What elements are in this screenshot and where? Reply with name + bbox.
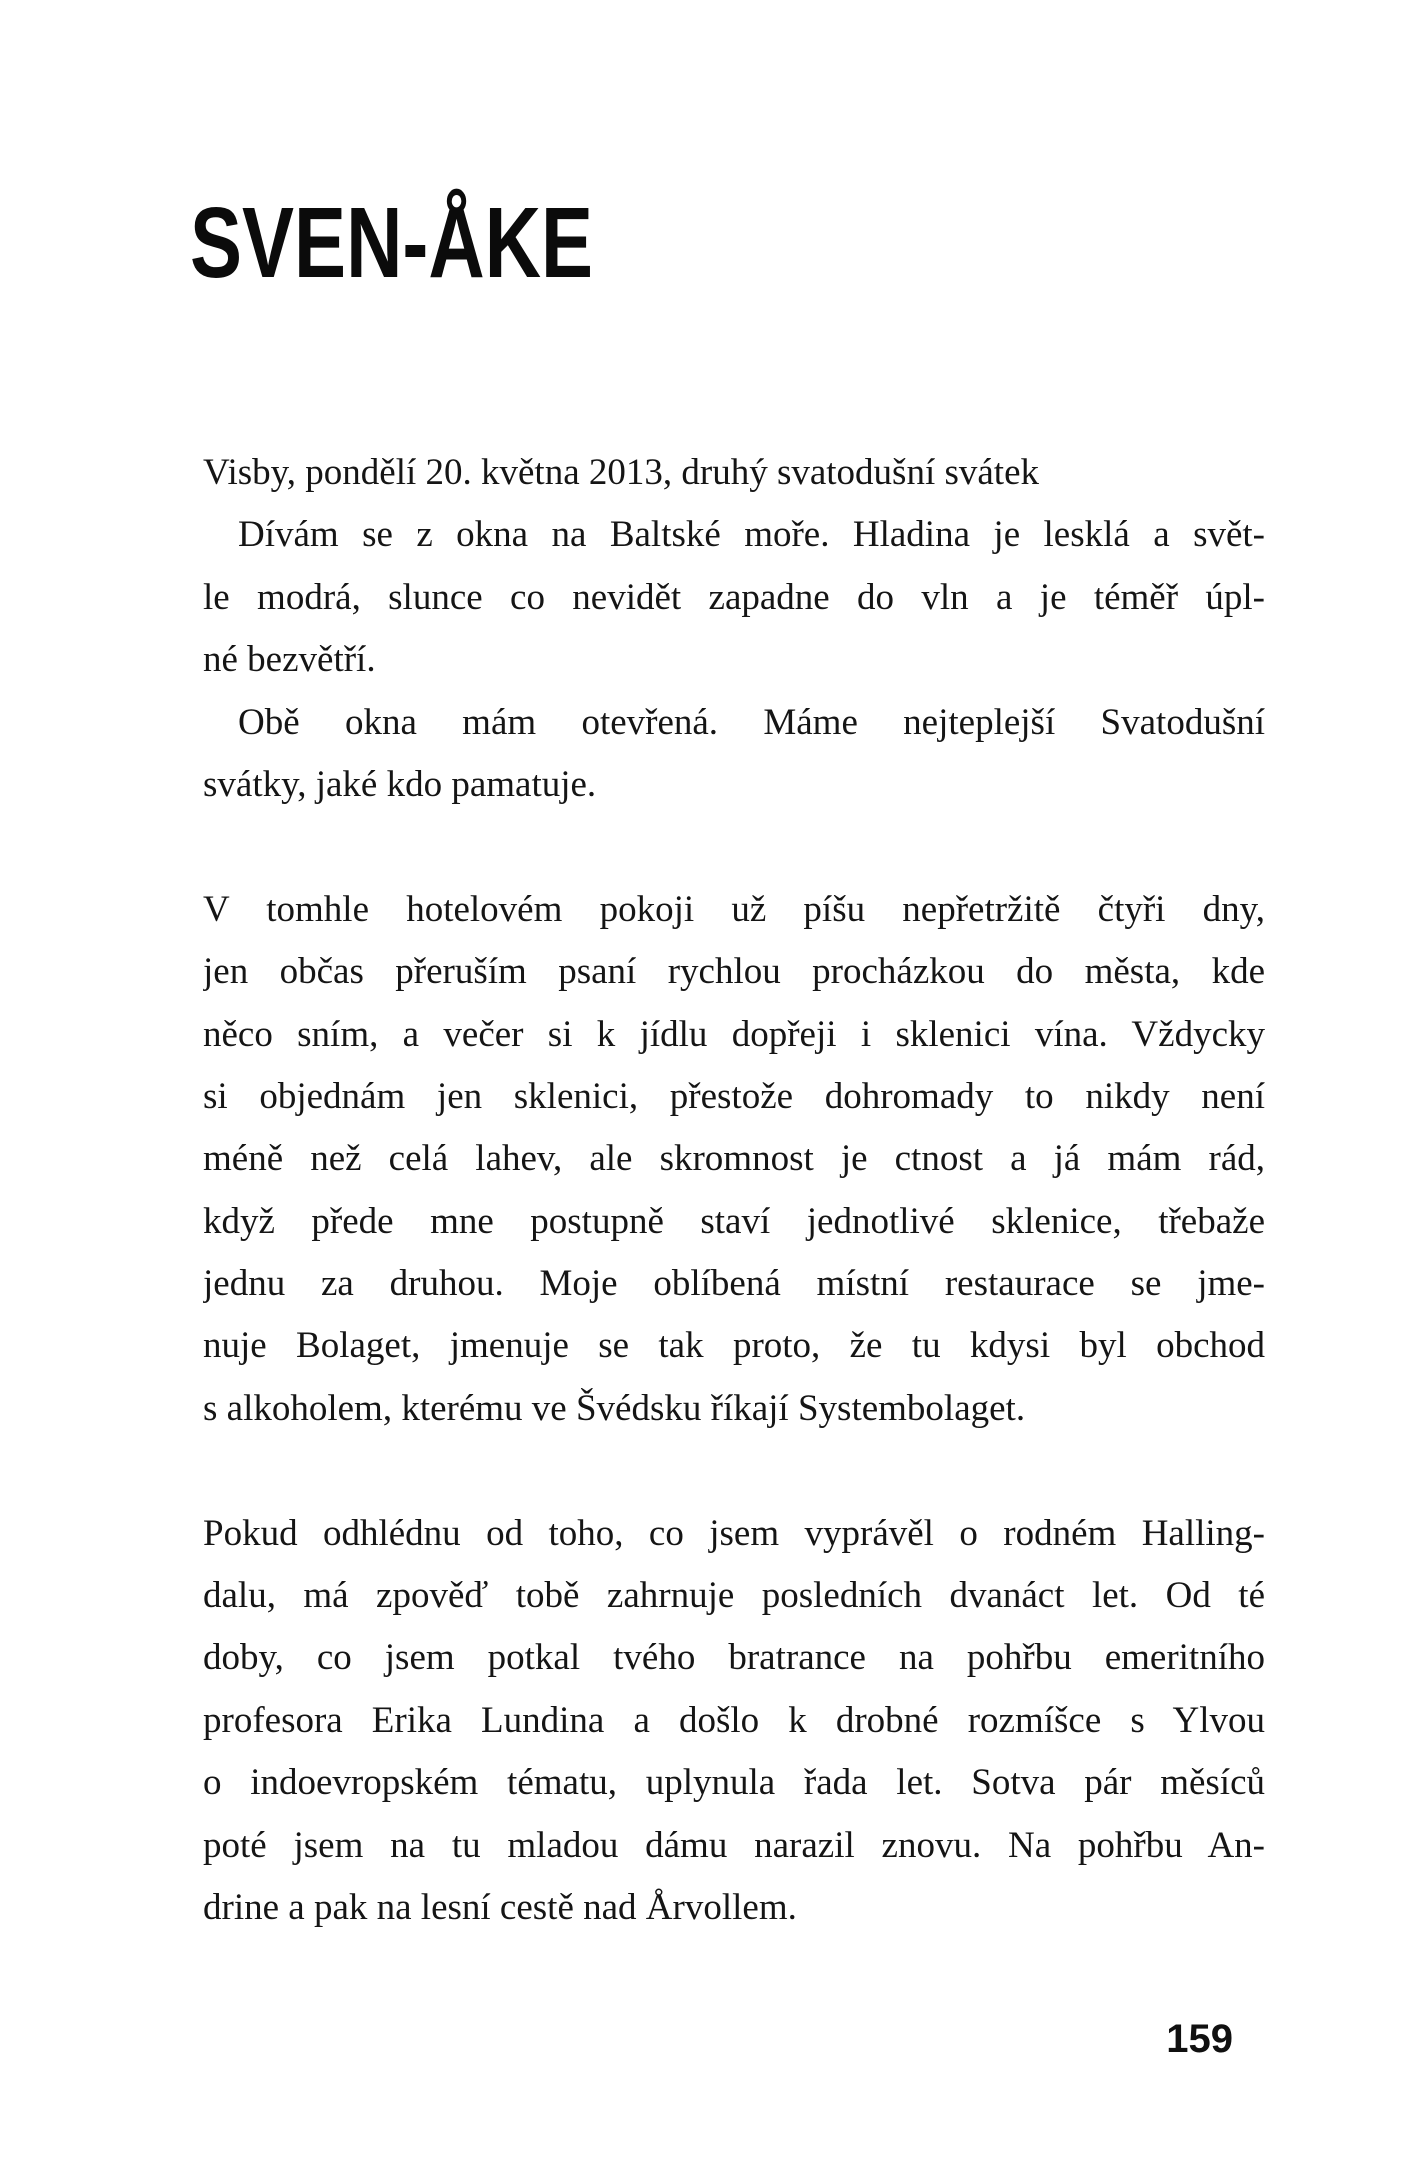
text-line: jen občas přeruším psaní rychlou procházkou do města, kde	[203, 951, 1265, 993]
page-number: 159	[1166, 2017, 1233, 2061]
text-line: Pokud odhlédnu od toho, co jsem vyprávěl o rodném Halling-	[203, 1512, 1265, 1554]
text-line: drine a pak na lesní cestě nad Årvollem.	[203, 1886, 797, 1928]
text-line: jednu za druhou. Moje oblíbená místní restaurace se jme-	[203, 1263, 1265, 1305]
text-line: něco sním, a večer si k jídlu dopřeji i sklenici vína. Vždycky	[203, 1013, 1265, 1055]
text-line: si objednám jen sklenici, přestože dohromady to nikdy není	[203, 1075, 1265, 1117]
text-line: Dívám se z okna na Baltské moře. Hladina je lesklá a svět-	[238, 514, 1265, 556]
text-line: le modrá, slunce co nevidět zapadne do vln a je téměř úpl-	[203, 576, 1265, 618]
text-line: né bezvětří.	[203, 639, 376, 681]
body-text-block	[203, 442, 1265, 1939]
text-line: s alkoholem, kterému ve Švédsku říkají Systembolaget.	[203, 1387, 1026, 1429]
chapter-title: SVEN-ÅKE	[190, 187, 594, 299]
text-line: V tomhle hotelovém pokoji už píšu nepřetržitě čtyři dny,	[203, 888, 1265, 930]
text-line: když přede mne postupně staví jednotlivé sklenice, třebaže	[203, 1200, 1265, 1242]
paragraph-confession	[203, 1503, 1265, 1940]
text-line: nuje Bolaget, jmenuje se tak proto, že tu kdysi byl obchod	[203, 1325, 1265, 1367]
text-line: poté jsem na tu mladou dámu narazil znovu. Na pohřbu An-	[203, 1824, 1265, 1866]
paragraph-dateline	[203, 442, 1265, 816]
text-line: doby, co jsem potkal tvého bratrance na pohřbu emeritního	[203, 1637, 1265, 1679]
text-line: profesora Erika Lundina a došlo k drobné rozmíšce s Ylvou	[203, 1699, 1265, 1741]
paragraph-hotel-room	[203, 879, 1265, 1441]
text-line: o indoevropském tématu, uplynula řada let. Sotva pár měsíců	[203, 1762, 1265, 1804]
text-line: méně než celá lahev, ale skromnost je ctnost a já mám rád,	[203, 1138, 1265, 1180]
text-line: svátky, jaké kdo pamatuje.	[203, 763, 597, 805]
text-line: Visby, pondělí 20. května 2013, druhý svatodušní svátek	[203, 452, 1040, 493]
text-line: Obě okna mám otevřená. Máme nejteplejší Svatodušní	[238, 701, 1265, 743]
text-line: dalu, má zpověď tobě zahrnuje posledních dvanáct let. Od té	[203, 1575, 1265, 1617]
